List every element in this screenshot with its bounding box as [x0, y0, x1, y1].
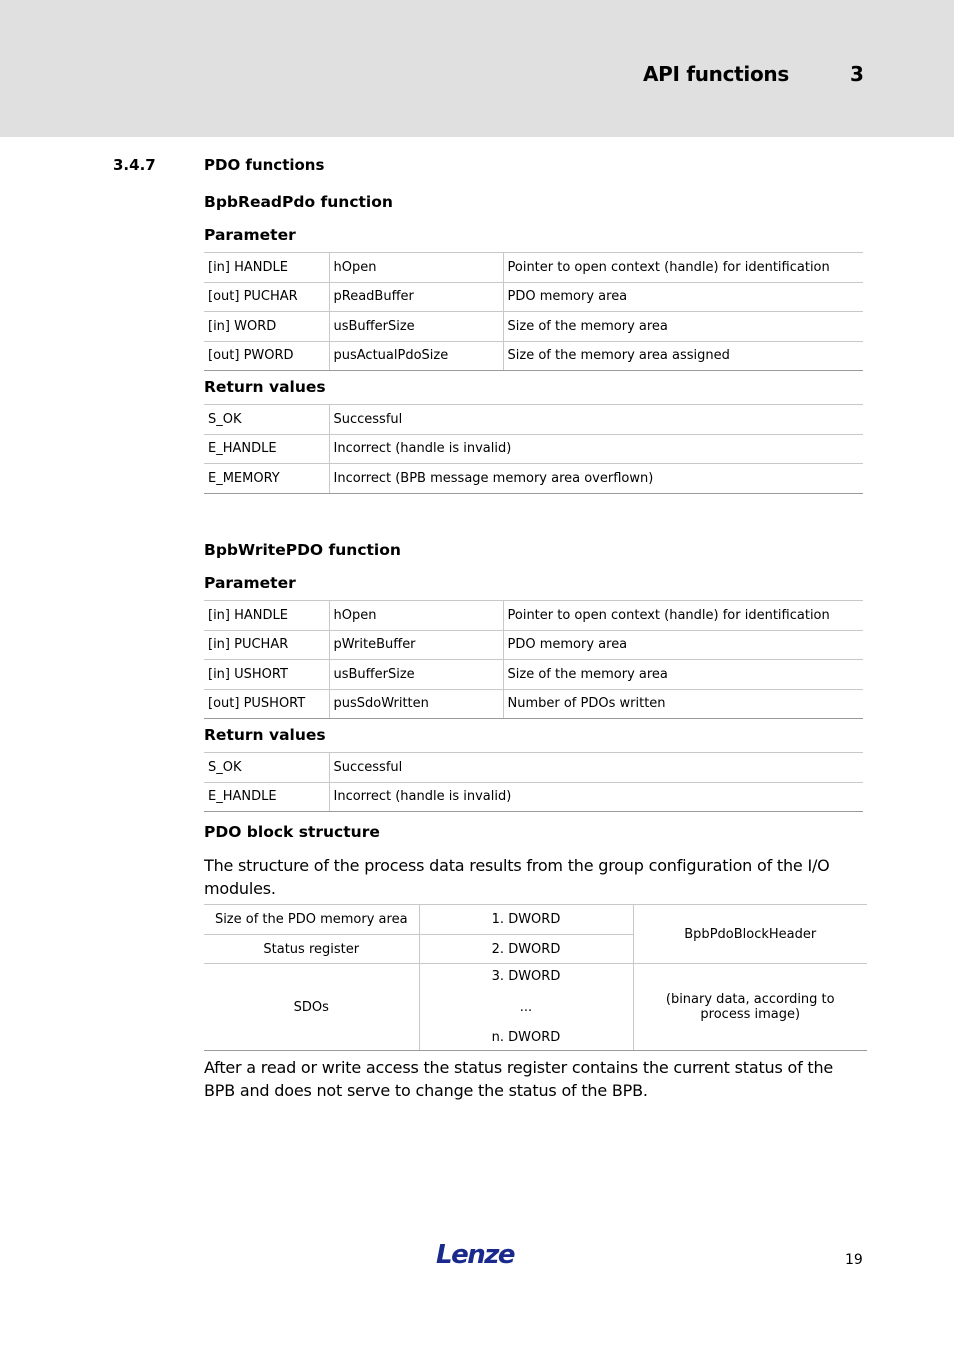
block-cell-dword2: 2. DWORD [419, 935, 633, 964]
return-code: S_OK [204, 405, 329, 435]
block-cell-dword1: 1. DWORD [419, 905, 633, 935]
param-type: [out] PWORD [204, 341, 329, 371]
block-dword-ellipsis: ... [519, 999, 533, 1015]
write-return-table [204, 752, 863, 812]
block-cell-dwords [419, 964, 633, 1051]
table-row [204, 282, 863, 312]
param-desc: Pointer to open context (handle) for identification [503, 253, 863, 283]
block-heading: PDO block structure [204, 823, 380, 841]
block-intro-paragraph: The structure of the process data results from the group configuration of the I/O modules. [204, 856, 830, 898]
table-row [204, 601, 863, 631]
table-row [204, 434, 863, 464]
param-name: hOpen [329, 253, 503, 283]
table-row [204, 753, 863, 783]
read-param-heading: Parameter [204, 226, 296, 244]
read-return-table [204, 404, 863, 494]
table-row [204, 630, 863, 660]
param-name: pusActualPdoSize [329, 341, 503, 371]
write-return-heading: Return values [204, 726, 326, 744]
block-dwordn: n. DWORD [491, 1030, 561, 1045]
header-band [0, 0, 954, 137]
block-cell-sdos: SDOs [204, 964, 419, 1051]
pdo-block-table [204, 904, 867, 1051]
param-type: [out] PUSHORT [204, 689, 329, 719]
write-function-heading: BpbWritePDO function [204, 541, 401, 559]
return-code: E_HANDLE [204, 434, 329, 464]
table-row [204, 341, 863, 371]
write-param-table [204, 600, 863, 719]
block-cell-binary: (binary data, according to process image) [633, 964, 867, 1051]
table-row [204, 253, 863, 283]
param-name: pWriteBuffer [329, 630, 503, 660]
chapter-number: 3 [850, 62, 864, 86]
block-cell-status: Status register [204, 935, 419, 964]
param-desc: Size of the memory area [503, 312, 863, 342]
table-row [204, 964, 867, 1051]
table-row [204, 464, 863, 494]
param-desc: Number of PDOs written [503, 689, 863, 719]
param-name: usBufferSize [329, 312, 503, 342]
table-row [204, 905, 867, 935]
return-code: E_HANDLE [204, 782, 329, 812]
param-desc: PDO memory area [503, 282, 863, 312]
lenze-logo: Lenze [436, 1240, 514, 1270]
block-outro-paragraph: After a read or write access the status register contains the current status of the BPB and does not serve to change the status of the BPB. [204, 1058, 834, 1100]
param-type: [in] HANDLE [204, 253, 329, 283]
param-type: [in] HANDLE [204, 601, 329, 631]
table-row [204, 689, 863, 719]
table-row [204, 660, 863, 690]
return-desc: Incorrect (handle is invalid) [329, 782, 863, 812]
page-number: 19 [845, 1252, 863, 1268]
return-code: E_MEMORY [204, 464, 329, 494]
param-type: [in] USHORT [204, 660, 329, 690]
return-desc: Successful [329, 405, 863, 435]
param-name: hOpen [329, 601, 503, 631]
param-type: [in] PUCHAR [204, 630, 329, 660]
return-code: S_OK [204, 753, 329, 783]
write-param-heading: Parameter [204, 574, 296, 592]
table-row [204, 312, 863, 342]
param-name: pusSdoWritten [329, 689, 503, 719]
return-desc: Incorrect (BPB message memory area overflown) [329, 464, 863, 494]
param-desc: Size of the memory area assigned [503, 341, 863, 371]
read-param-table [204, 252, 863, 371]
section-title: PDO functions [204, 156, 325, 174]
param-desc: PDO memory area [503, 630, 863, 660]
param-name: pReadBuffer [329, 282, 503, 312]
param-type: [in] WORD [204, 312, 329, 342]
chapter-title: API functions [643, 62, 789, 86]
table-row [204, 782, 863, 812]
block-dword3: 3. DWORD [491, 969, 561, 984]
return-desc: Incorrect (handle is invalid) [329, 434, 863, 464]
section-number: 3.4.7 [113, 156, 156, 174]
read-return-heading: Return values [204, 378, 326, 396]
block-cell-size: Size of the PDO memory area [204, 905, 419, 935]
param-desc: Size of the memory area [503, 660, 863, 690]
param-desc: Pointer to open context (handle) for identification [503, 601, 863, 631]
param-type: [out] PUCHAR [204, 282, 329, 312]
table-row [204, 405, 863, 435]
param-name: usBufferSize [329, 660, 503, 690]
block-cell-header: BpbPdoBlockHeader [633, 905, 867, 964]
return-desc: Successful [329, 753, 863, 783]
read-function-heading: BpbReadPdo function [204, 193, 393, 211]
